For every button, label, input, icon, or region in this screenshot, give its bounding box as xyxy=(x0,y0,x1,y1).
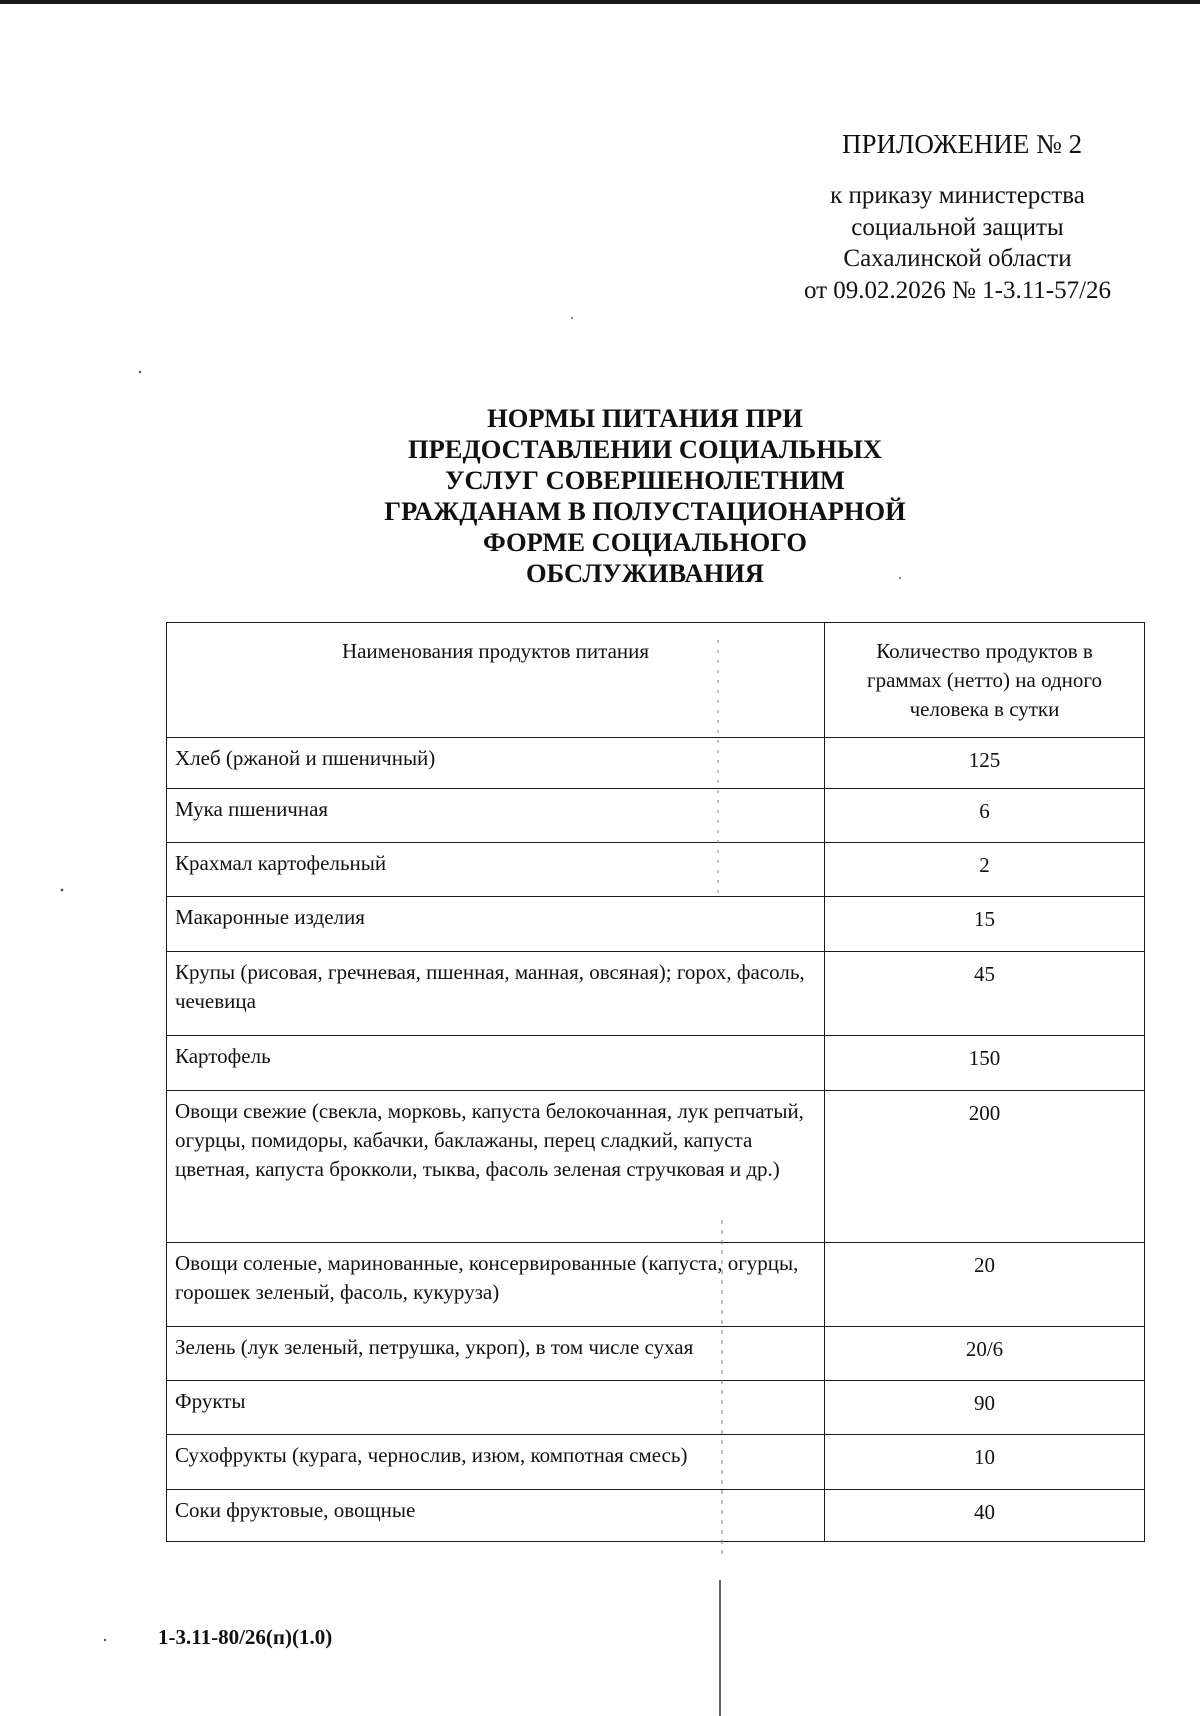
product-quantity: 40 xyxy=(825,1490,1145,1542)
product-quantity: 125 xyxy=(825,738,1145,789)
product-name: Сухофрукты (курага, чернослив, изюм, компотная смесь) xyxy=(167,1435,825,1490)
header-quantity: Количество продуктов в граммах (нетто) на одного человека в сутки xyxy=(825,623,1145,738)
header-product-name: Наименования продуктов питания xyxy=(167,623,825,738)
scan-speck xyxy=(104,1639,106,1641)
title-line: ГРАЖДАНАМ В ПОЛУСТАЦИОНАРНОЙ xyxy=(384,496,906,526)
scan-speck xyxy=(571,317,573,319)
product-name: Картофель xyxy=(167,1036,825,1091)
scan-speck xyxy=(139,371,141,373)
product-quantity: 10 xyxy=(825,1435,1145,1490)
product-quantity: 45 xyxy=(825,952,1145,1036)
scan-speck xyxy=(61,889,64,892)
product-quantity: 20 xyxy=(825,1243,1145,1327)
title-line: ПРЕДОСТАВЛЕНИИ СОЦИАЛЬНЫХ xyxy=(408,434,882,464)
document-code: 1-3.11-80/26(п)(1.0) xyxy=(158,1625,333,1649)
product-name: Крупы (рисовая, гречневая, пшенная, манная, овсяная); горох, фасоль, чечевица xyxy=(167,952,825,1036)
product-name: Макаронные изделия xyxy=(167,897,825,952)
order-line: от 09.02.2026 № 1-3.11-57/26 xyxy=(803,276,1112,304)
product-name: Мука пшеничная xyxy=(167,789,825,843)
product-quantity: 200 xyxy=(825,1091,1145,1243)
appendix-label: ПРИЛОЖЕНИЕ № 2 xyxy=(842,129,1083,159)
product-quantity: 2 xyxy=(825,843,1145,897)
order-line: Сахалинской области xyxy=(843,245,1072,272)
title-line: ОБСЛУЖИВАНИЯ xyxy=(526,558,764,588)
order-line: к приказу министерства xyxy=(830,182,1085,209)
product-name: Фрукты xyxy=(167,1381,825,1435)
product-quantity: 20/6 xyxy=(825,1327,1145,1381)
product-name: Овощи свежие (свекла, морковь, капуста белокочанная, лук репчатый, огурцы, помидоры, кабачки, баклажаны, перец сладкий, капуста цветная, капуста брокколи, тыква, фасоль зеленая стручковая и др.) xyxy=(167,1091,825,1243)
product-quantity: 150 xyxy=(825,1036,1145,1091)
product-name: Крахмал картофельный xyxy=(167,843,825,897)
title-line: ФОРМЕ СОЦИАЛЬНОГО xyxy=(482,527,808,557)
order-line: социальной защиты xyxy=(851,213,1064,241)
product-name: Зелень (лук зеленый, петрушка, укроп), в том числе сухая xyxy=(167,1327,825,1381)
title-line: НОРМЫ ПИТАНИЯ ПРИ xyxy=(487,403,803,433)
product-quantity: 90 xyxy=(825,1381,1145,1435)
product-quantity: 6 xyxy=(825,789,1145,843)
product-name: Хлеб (ржаной и пшеничный) xyxy=(167,738,825,789)
scan-speck xyxy=(899,577,901,579)
title-line: УСЛУГ СОВЕРШЕНОЛЕТНИМ xyxy=(445,465,845,495)
product-name: Овощи соленые, маринованные, консервированные (капуста, огурцы, горошек зеленый, фасоль, кукуруза) xyxy=(167,1243,825,1327)
product-quantity: 15 xyxy=(825,897,1145,952)
product-name: Соки фруктовые, овощные xyxy=(167,1490,825,1542)
